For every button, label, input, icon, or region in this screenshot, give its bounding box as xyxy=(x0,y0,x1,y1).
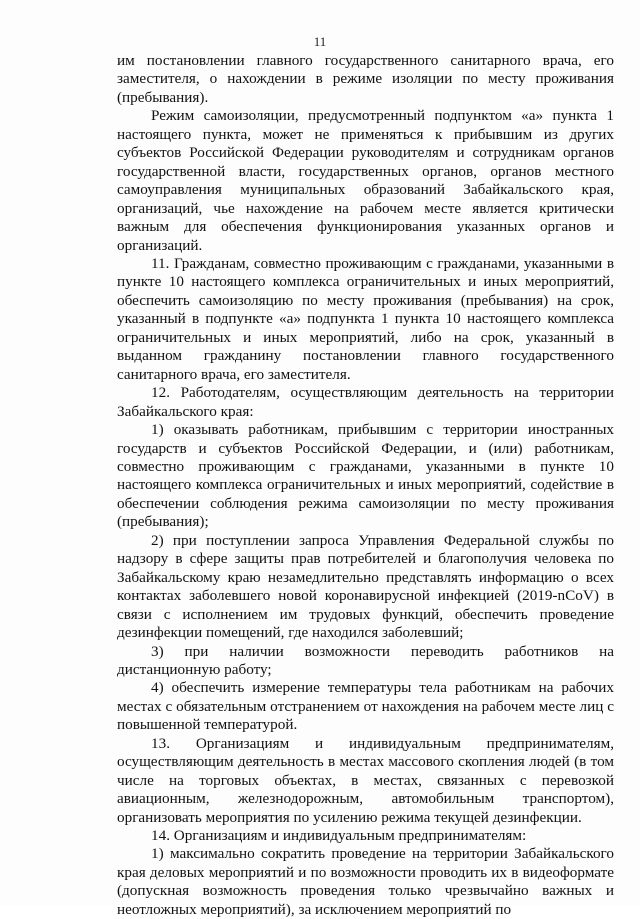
paragraph: 1) оказывать работникам, прибывшим с территории иностранных государств и субъектов Российской Федерации, и (или) работникам, совместно проживающим с гражданами, указанными в пункте 10 настоящего комплекса ограничительных и иных мероприятий, содействие в обеспечении соблюдения режима самоизоляции по месту проживания (пребывания); xyxy=(117,421,614,531)
document-body xyxy=(117,52,614,919)
paragraph: 11. Гражданам, совместно проживающим с гражданами, указанными в пункте 10 настоящего комплекса ограничительных и иных мероприятий, обеспечить самоизоляцию по месту проживания (пребывания) на срок, указанный в подпункте «а» подпункта 1 пункта 10 настоящего комплекса ограничительных и иных мероприятий, либо на срок, указанный в выданном гражданину постановлении главного государственного санитарного врача, его заместителя. xyxy=(117,254,614,383)
paragraph: 1) максимально сократить проведение на территории Забайкальского края деловых мероприятий и по возможности проводить их в видеоформате (допускная возможность проведения только чрезвычайно важных и неотложных мероприятий), за исключением мероприятий по xyxy=(117,845,614,918)
page-number: 11 xyxy=(313,34,327,49)
paragraph: 14. Организациям и индивидуальным предпринимателям: xyxy=(151,827,527,845)
paragraph: 2) при поступлении запроса Управления Федеральной службы по надзору в сфере защиты прав потребителей и благополучия человека по Забайкальскому краю незамедлительно представлять информацию о всех контактах заболевшего новой коронавирусной инфекцией (2019-nCoV) в связи с исполнением им трудовых функций, обеспечить проведение дезинфекции помещений, где находился заболевший; xyxy=(117,531,614,642)
paragraph: 12. Работодателям, осуществляющим деятельность на территории Забайкальского края: xyxy=(117,384,614,420)
paragraph: 4) обеспечить измерение температуры тела работникам на рабочих местах с обязательным отстранением от нахождения на рабочем месте лиц с повышенной температурой. xyxy=(117,679,614,734)
paragraph: 13. Организациям и индивидуальным предпринимателям, осуществляющим деятельность в местах массового скопления людей (в том числе на торговых объектах, в местах, связанных с перевозкой авиационным, железнодорожным, автомобильным транспортом), организовать мероприятия по усилению режима текущей дезинфекции. xyxy=(117,734,614,826)
paragraph: 3) при наличии возможности переводить работников на дистанционную работу; xyxy=(117,642,614,678)
paragraph: Режим самоизоляции, предусмотренный подпунктом «а» пункта 1 настоящего пункта, может не применяться к прибывшим из других субъектов Российской Федерации руководителям и сотрудникам органов государственной власти, государственных органов, органов местного самоуправления муниципальных образований Забайкальского края, организаций, чье нахождение на рабочем месте является критически важным для обеспечения функционирования указанных органов и организаций. xyxy=(117,107,614,254)
paragraph: им постановлении главного государственного санитарного врача, его заместителя, о нахождении в режиме изоляции по месту проживания (пребывания). xyxy=(117,52,614,106)
